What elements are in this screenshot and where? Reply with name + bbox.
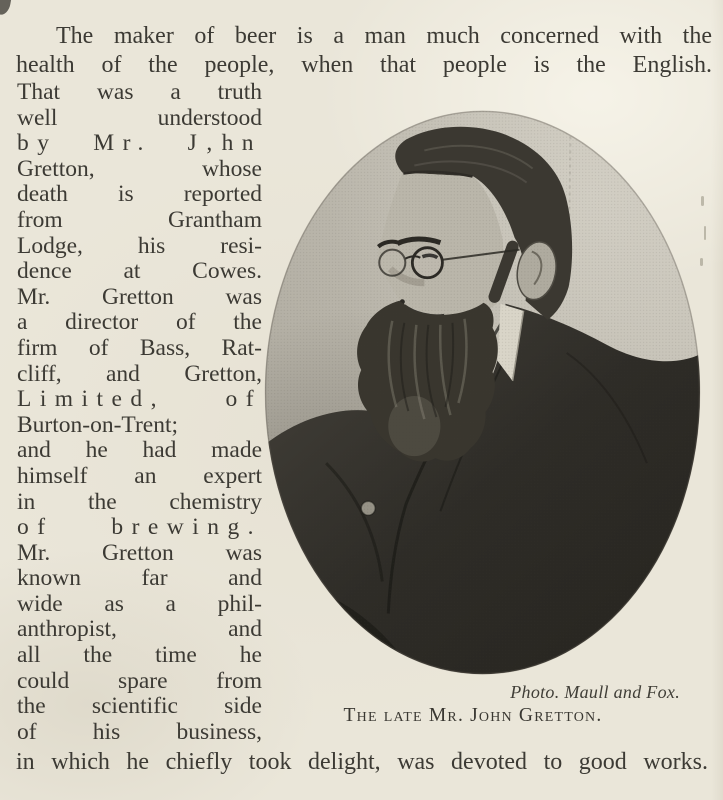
text-line: by Mr. J‚hn <box>17 130 262 157</box>
article-column <box>17 80 262 745</box>
closing-line: in which he chiefly took delight, was devoted to good works. <box>16 749 708 775</box>
text-line: of his business, <box>17 718 262 745</box>
text-line: Mr. Gretton was <box>17 283 262 310</box>
text-line: of brewing. <box>17 514 262 541</box>
text-line: all the time he <box>17 642 262 669</box>
oval-portrait-photo <box>264 110 701 675</box>
text-line: wide as a phil- <box>17 590 262 617</box>
page-corner-smudge <box>0 0 12 16</box>
text-line: That was a truth <box>17 79 262 105</box>
text-line: known far and <box>17 565 262 592</box>
text-line: firm of Bass, Rat- <box>17 334 262 361</box>
text-line: could spare from <box>17 667 262 694</box>
text-line: and he had made <box>17 437 262 464</box>
text-line: Mr. Gretton was <box>17 539 262 566</box>
text-line: dence at Cowes. <box>17 258 262 285</box>
text-line: The maker of beer is a man much concerned with the <box>56 23 712 49</box>
photo-credit: Photo. Maull and Fox. <box>510 682 680 702</box>
text-line: Lodge, his resi- <box>17 232 262 259</box>
text-line: himself an expert <box>17 462 262 489</box>
text-line: well understood <box>17 104 262 131</box>
text-line: cliff, and Gretton, <box>17 360 262 387</box>
text-line: anthropist, and <box>17 616 262 643</box>
text-line: health of the people, when that people is the English. <box>16 52 712 78</box>
text-line: from Grantham <box>17 206 262 233</box>
text-line: death is reported <box>17 181 262 208</box>
text-line: in the chemistry <box>17 488 262 515</box>
portrait-figure <box>264 110 701 675</box>
text-line: Limited, of <box>17 386 262 413</box>
text-line: Burton-on-Trent; <box>17 411 179 438</box>
paper-speck <box>704 226 706 240</box>
figure-caption: The late Mr. John Gretton. <box>343 705 603 726</box>
text-line: Gretton, whose <box>17 155 262 182</box>
intro-paragraph <box>16 22 712 80</box>
text-line: a director of the <box>17 309 262 336</box>
text-line: the scientific side <box>17 693 262 720</box>
paper-speck <box>701 196 704 206</box>
